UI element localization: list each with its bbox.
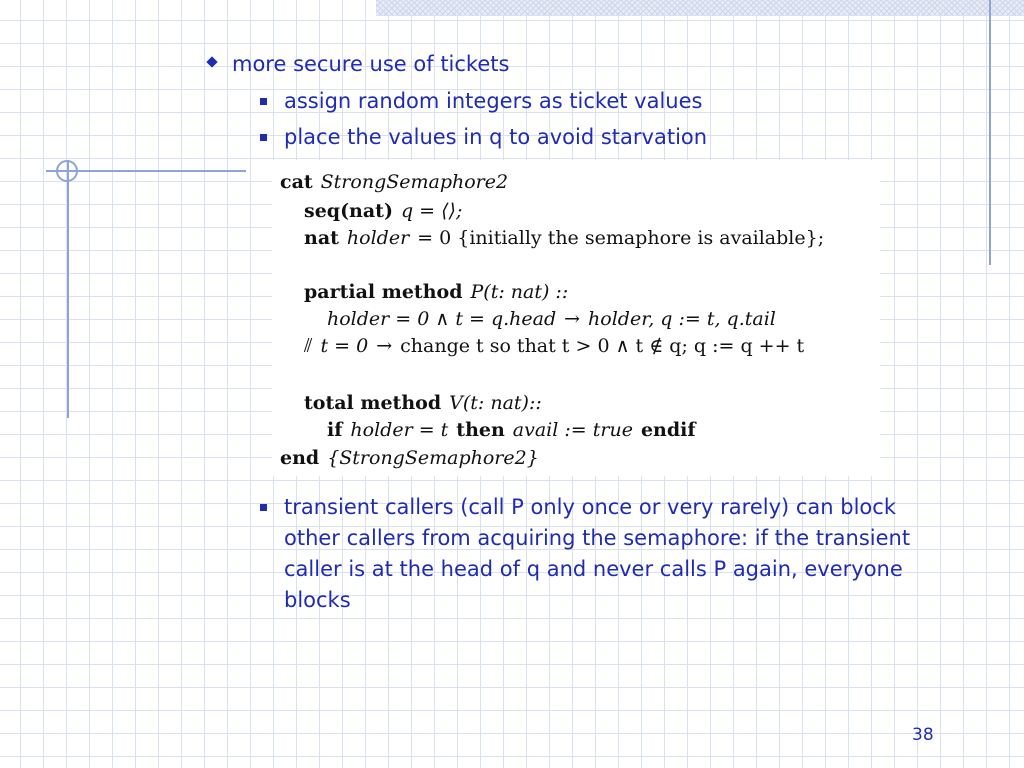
- code-keyword: nat: [304, 227, 339, 249]
- decorative-top-band: [376, 0, 1024, 16]
- guard-separator-icon: ⫽: [304, 335, 313, 357]
- code-line-4: [304, 278, 568, 306]
- code-text: = 0 {initially the semaphore is available};: [417, 227, 825, 249]
- code-line-5: [327, 305, 776, 333]
- code-guard: holder = 0 ∧ t = q.head: [327, 308, 557, 330]
- code-keyword: cat: [280, 171, 313, 193]
- bullet-sub-3-line: other callers from acquiring the semaphore: if the transient: [284, 526, 911, 550]
- code-condition: holder = t: [350, 419, 449, 441]
- code-keyword: total method: [304, 392, 442, 414]
- code-line-9: [280, 444, 539, 472]
- code-line-8: [327, 416, 696, 444]
- code-line-1: [280, 168, 508, 196]
- arrow-icon: →: [376, 335, 393, 357]
- code-keyword: then: [456, 419, 505, 441]
- square-bullet-icon: [260, 98, 267, 105]
- code-identifier: holder: [346, 227, 410, 249]
- bullet-level1-text: more secure use of tickets: [232, 52, 510, 76]
- page-number: 38: [912, 725, 934, 745]
- code-text: {StrongSemaphore2}: [327, 447, 539, 469]
- bullet-sub-2: [284, 123, 707, 151]
- code-signature: V(t: nat)::: [449, 392, 542, 414]
- bullet-level1: [232, 50, 509, 78]
- bullet-sub-1: [284, 87, 702, 115]
- code-line-3: [304, 224, 824, 252]
- code-line-7: [304, 389, 542, 417]
- code-keyword: if: [327, 419, 343, 441]
- code-action: avail := true: [512, 419, 633, 441]
- code-keyword: partial method: [304, 281, 463, 303]
- decorative-right-rule: [989, 0, 991, 265]
- code-identifier: StrongSemaphore2: [320, 171, 509, 193]
- code-guard: t = 0: [320, 335, 369, 357]
- code-keyword: endif: [640, 419, 696, 441]
- code-action: holder, q := t, q.tail: [588, 308, 776, 330]
- decorative-left-rule-vertical: [67, 160, 69, 418]
- bullet-sub-2-text: place the values in q to avoid starvation: [284, 125, 708, 149]
- bullet-sub-3-line: caller is at the head of q and never calls P again, everyone: [284, 557, 903, 581]
- bullet-sub-1-text: assign random integers as ticket values: [284, 89, 703, 113]
- bullet-sub-3: [284, 492, 974, 616]
- code-text: q = ⟨⟩;: [400, 200, 463, 222]
- square-bullet-icon: [260, 504, 267, 511]
- decorative-circle: [56, 160, 78, 182]
- code-listing: [272, 160, 880, 476]
- bullet-sub-3-line: transient callers (call P only once or very rarely) can block: [284, 495, 896, 519]
- code-signature: P(t: nat) ::: [470, 281, 569, 303]
- bullet-sub-3-line: blocks: [284, 588, 351, 612]
- code-keyword: end: [280, 447, 320, 469]
- code-line-6: [304, 332, 804, 360]
- arrow-icon: →: [564, 308, 581, 330]
- code-keyword: seq(nat): [304, 200, 393, 222]
- diamond-bullet-icon: [206, 56, 217, 67]
- square-bullet-icon: [260, 134, 267, 141]
- code-line-2: [304, 197, 462, 225]
- code-action: change t so that t > 0 ∧ t ∉ q; q := q ++ t: [400, 335, 805, 357]
